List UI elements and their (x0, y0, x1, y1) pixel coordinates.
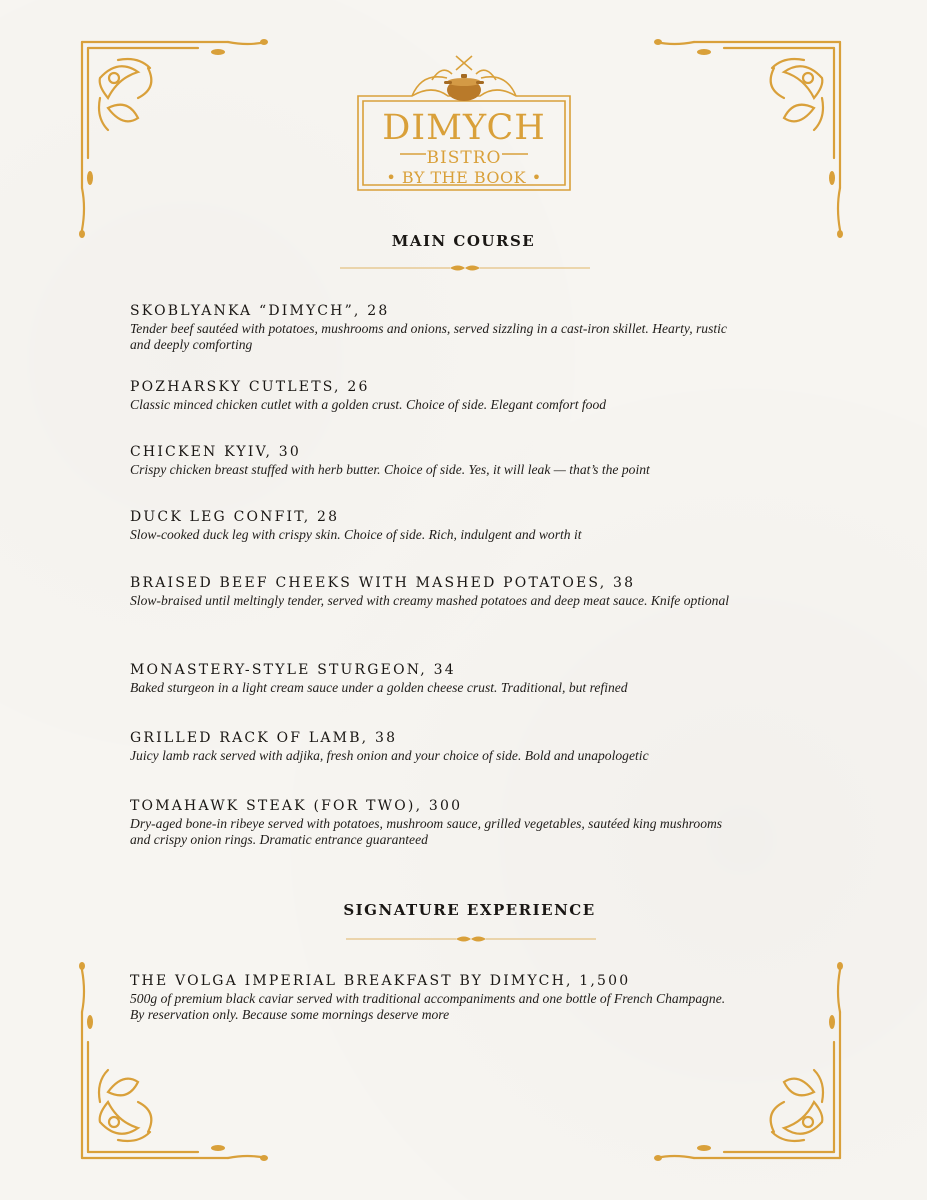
item-name: SKOBLYANKA “DIMYCH”, 28 (130, 303, 390, 319)
item-description: Baked sturgeon in a light cream sauce under a golden cheese crust. Traditional, but refined (130, 680, 628, 695)
section-divider (346, 934, 596, 944)
menu-item (130, 729, 770, 764)
item-name: THE VOLGA IMPERIAL BREAKFAST BY DIMYCH, 1,500 (130, 973, 631, 989)
item-name: TOMAHAWK STEAK (FOR TWO), 300 (130, 798, 463, 814)
item-name: MONASTERY-STYLE STURGEON, 34 (130, 662, 456, 678)
item-name: POZHARSKY CUTLETS, 26 (130, 379, 370, 395)
crossed-utensils-icon (456, 56, 472, 70)
item-name: DUCK LEG CONFIT, 28 (130, 509, 340, 525)
ornament-corner-top-right (654, 38, 844, 238)
item-description: Tender beef sautéed with potatoes, mushrooms and onions, served sizzling in a cast-iron skillet. Hearty, rustic and deeply comforting (130, 321, 727, 352)
item-description: Classic minced chicken cutlet with a golden crust. Choice of side. Elegant comfort food (130, 397, 607, 412)
item-description: 500g of premium black caviar served with traditional accompaniments and one bottle of French Champagne. (130, 991, 726, 1006)
menu-item (130, 302, 770, 353)
logo-subtitle-bistro: BISTRO (426, 148, 502, 168)
item-description: Slow-braised until meltingly tender, served with creamy mashed potatoes and deep meat sauce. Knife optional (130, 593, 730, 608)
pot-icon (444, 74, 484, 101)
menu-item (130, 443, 770, 478)
logo-title: DIMYCH (382, 108, 546, 148)
item-description: Crispy chicken breast stuffed with herb butter. Choice of side. Yes, it will leak — that’s the point (130, 462, 650, 477)
ornament-corner-top-left (78, 38, 268, 238)
item-description: Slow-cooked duck leg with crispy skin. Choice of side. Rich, indulgent and worth it (130, 527, 582, 542)
item-name: GRILLED RACK OF LAMB, 38 (130, 730, 398, 746)
restaurant-logo (352, 50, 576, 198)
item-name: CHICKEN KYIV, 30 (130, 444, 301, 460)
section-title-main-course: MAIN COURSE (391, 232, 536, 250)
menu-item (130, 574, 770, 609)
section-title-signature-experience: SIGNATURE EXPERIENCE (343, 901, 596, 919)
item-description: Dry-aged bone-in ribeye served with potatoes, mushroom sauce, grilled vegetables, sautéed king mushrooms and crispy onion rings. Dramatic entrance guaranteed (130, 816, 723, 847)
menu-item (130, 508, 770, 543)
logo-subtitle-tagline: • BY THE BOOK • (386, 168, 542, 187)
menu-item (130, 797, 770, 848)
menu-item (130, 972, 770, 1023)
item-name: BRAISED BEEF CHEEKS WITH MASHED POTATOES, 38 (130, 575, 636, 591)
menu-item (130, 378, 770, 413)
item-description: Juicy lamb rack served with adjika, fresh onion and your choice of side. Bold and unapologetic (130, 748, 649, 763)
item-note: By reservation only. Because some mornings deserve more (130, 1007, 450, 1022)
menu-item (130, 661, 770, 696)
section-divider (340, 263, 590, 273)
